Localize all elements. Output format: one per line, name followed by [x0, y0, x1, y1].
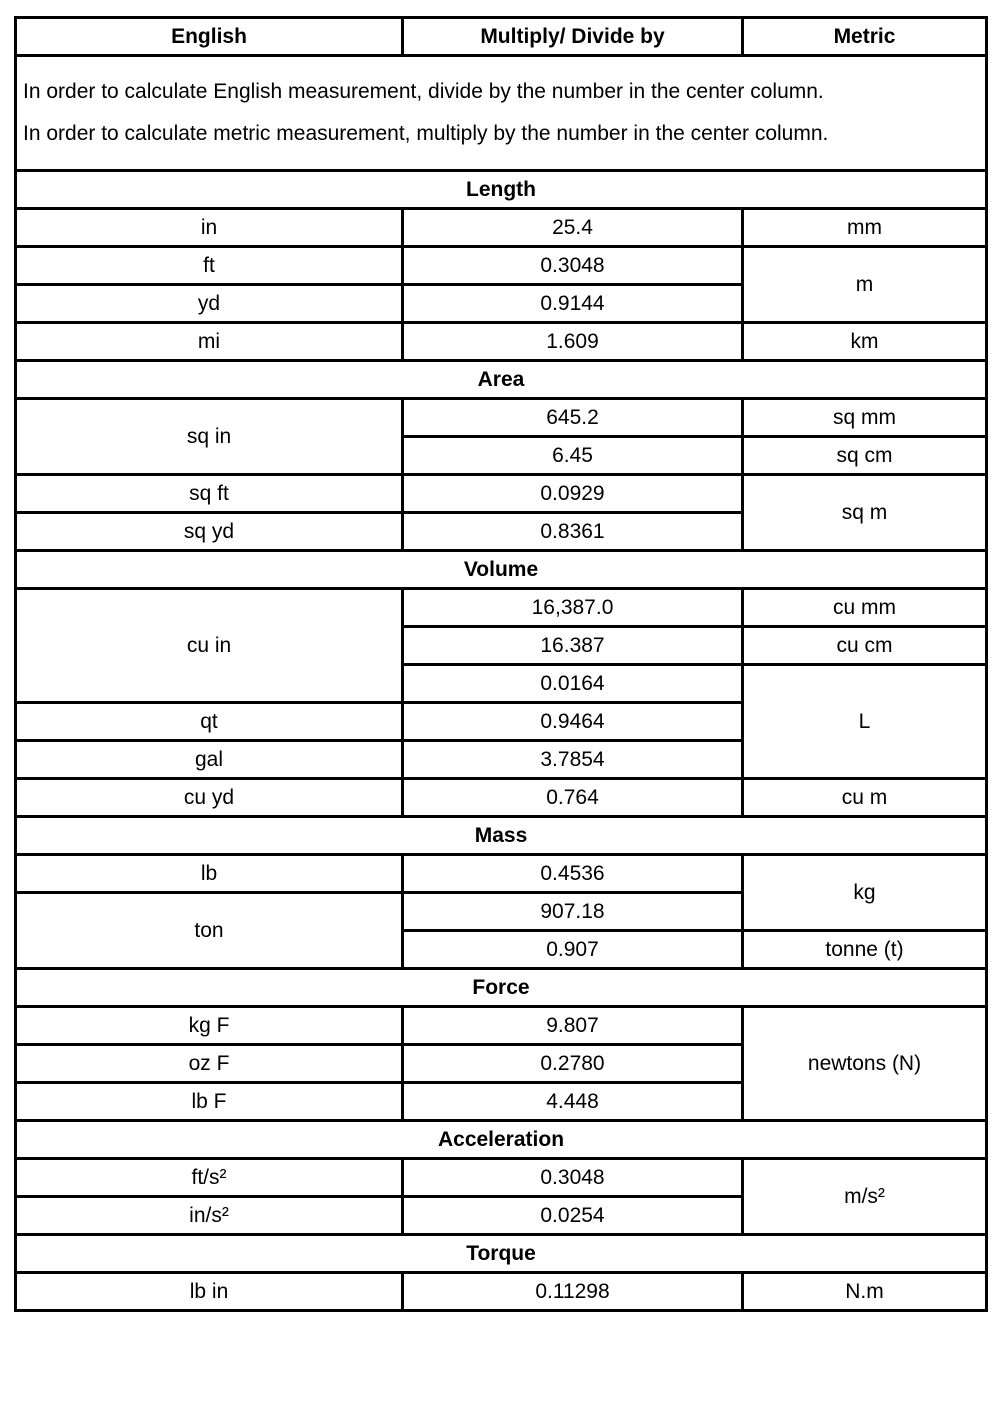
english-unit: yd	[16, 285, 403, 323]
section-row	[16, 551, 987, 589]
metric-unit: sq m	[743, 475, 987, 551]
metric-unit: m	[743, 247, 987, 323]
instructions-row	[16, 56, 987, 171]
english-unit: sq in	[16, 399, 403, 475]
section-torque: Torque	[16, 1235, 987, 1273]
factor-value: 907.18	[403, 893, 743, 931]
factor-value: 6.45	[403, 437, 743, 475]
metric-unit: tonne (t)	[743, 931, 987, 969]
factor-value: 0.11298	[403, 1273, 743, 1311]
section-area: Area	[16, 361, 987, 399]
header-english: English	[16, 18, 403, 56]
factor-value: 0.0929	[403, 475, 743, 513]
section-row	[16, 171, 987, 209]
metric-unit: cu mm	[743, 589, 987, 627]
metric-unit: kg	[743, 855, 987, 931]
table-row	[16, 399, 987, 437]
section-force: Force	[16, 969, 987, 1007]
metric-unit: L	[743, 665, 987, 779]
header-row	[16, 18, 987, 56]
section-row	[16, 817, 987, 855]
section-length: Length	[16, 171, 987, 209]
factor-value: 1.609	[403, 323, 743, 361]
table-row	[16, 1159, 987, 1197]
english-unit: cu yd	[16, 779, 403, 817]
header-metric: Metric	[743, 18, 987, 56]
table-row	[16, 1007, 987, 1045]
section-row	[16, 969, 987, 1007]
table-row	[16, 589, 987, 627]
section-acceleration: Acceleration	[16, 1121, 987, 1159]
factor-value: 0.0164	[403, 665, 743, 703]
factor-value: 4.448	[403, 1083, 743, 1121]
english-unit: lb F	[16, 1083, 403, 1121]
english-unit: ft/s²	[16, 1159, 403, 1197]
english-unit: ft	[16, 247, 403, 285]
english-unit: lb in	[16, 1273, 403, 1311]
table-row	[16, 323, 987, 361]
english-unit: in	[16, 209, 403, 247]
factor-value: 0.9144	[403, 285, 743, 323]
english-unit: mi	[16, 323, 403, 361]
section-row	[16, 1121, 987, 1159]
metric-unit: cu cm	[743, 627, 987, 665]
instruction-metric: In order to calculate metric measurement, multiply by the number in the center column.	[23, 122, 829, 145]
table-row	[16, 209, 987, 247]
factor-value: 0.8361	[403, 513, 743, 551]
factor-value: 0.0254	[403, 1197, 743, 1235]
english-unit: cu in	[16, 589, 403, 703]
factor-value: 0.4536	[403, 855, 743, 893]
metric-unit: N.m	[743, 1273, 987, 1311]
metric-unit: newtons (N)	[743, 1007, 987, 1121]
table-row	[16, 855, 987, 893]
table-row	[16, 247, 987, 285]
metric-unit: m/s²	[743, 1159, 987, 1235]
factor-value: 0.764	[403, 779, 743, 817]
english-unit: in/s²	[16, 1197, 403, 1235]
instructions-cell	[16, 56, 987, 171]
table-row	[16, 1273, 987, 1311]
metric-unit: cu m	[743, 779, 987, 817]
english-unit: oz F	[16, 1045, 403, 1083]
instruction-gap	[23, 104, 979, 122]
factor-value: 25.4	[403, 209, 743, 247]
instruction-english: In order to calculate English measurement, divide by the number in the center column.	[23, 80, 824, 103]
english-unit: sq yd	[16, 513, 403, 551]
english-unit: qt	[16, 703, 403, 741]
factor-value: 0.907	[403, 931, 743, 969]
factor-value: 0.9464	[403, 703, 743, 741]
metric-unit: mm	[743, 209, 987, 247]
metric-unit: km	[743, 323, 987, 361]
section-row	[16, 361, 987, 399]
factor-value: 0.3048	[403, 1159, 743, 1197]
factor-value: 0.2780	[403, 1045, 743, 1083]
english-unit: sq ft	[16, 475, 403, 513]
factor-value: 3.7854	[403, 741, 743, 779]
english-unit: kg F	[16, 1007, 403, 1045]
english-unit: ton	[16, 893, 403, 969]
conversion-table	[14, 16, 988, 1312]
factor-value: 9.807	[403, 1007, 743, 1045]
factor-value: 16,387.0	[403, 589, 743, 627]
english-unit: gal	[16, 741, 403, 779]
table-row	[16, 779, 987, 817]
factor-value: 0.3048	[403, 247, 743, 285]
table-row	[16, 475, 987, 513]
metric-unit: sq mm	[743, 399, 987, 437]
header-factor: Multiply/ Divide by	[403, 18, 743, 56]
section-row	[16, 1235, 987, 1273]
english-unit: lb	[16, 855, 403, 893]
factor-value: 16.387	[403, 627, 743, 665]
section-volume: Volume	[16, 551, 987, 589]
section-mass: Mass	[16, 817, 987, 855]
factor-value: 645.2	[403, 399, 743, 437]
metric-unit: sq cm	[743, 437, 987, 475]
